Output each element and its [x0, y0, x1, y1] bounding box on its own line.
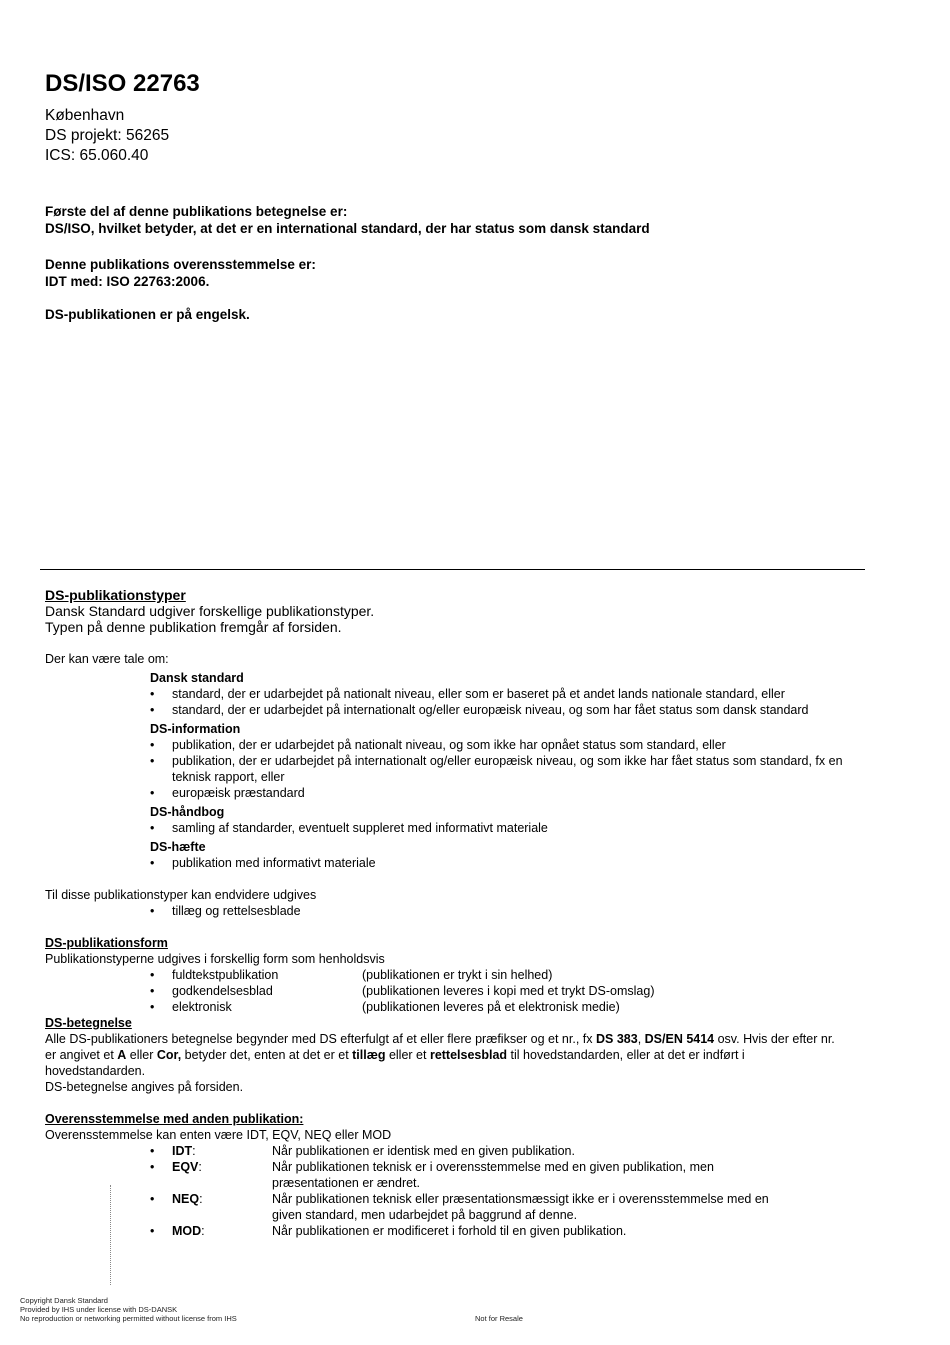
designation-paragraph-line-4: DS-betegnelse angives på forsiden. [45, 1080, 244, 1094]
group-title: DS-information [150, 722, 241, 736]
designation-paragraph-line-2 [45, 1047, 745, 1063]
conformity-desc-cont: præsentationen er ændret. [272, 1176, 421, 1190]
text-run: eller et [385, 1048, 430, 1062]
intro-line-3: Denne publikations overensstemmelse er: [45, 257, 316, 272]
footer-resale: Not for Resale [475, 1314, 523, 1323]
conformity-bullet: • [150, 1192, 155, 1206]
publication-types-list [150, 670, 865, 871]
scan-artifact [110, 1185, 113, 1285]
conformity-code [172, 1143, 196, 1159]
list-item: • standard, der er udarbejdet på nationalt niveau, eller som er baseret på et andet lands nationale standard, eller [150, 686, 865, 702]
list-item: • samling af standarder, eventuelt suppleret med informativt materiale [150, 820, 865, 836]
conformity-desc-cont: given standard, men udarbejdet på baggrund af denne. [272, 1208, 578, 1222]
footer-provider: Provided by IHS under license with DS-DANSK [20, 1305, 178, 1314]
intro-line-1: Første del af denne publikations betegnelse er: [45, 204, 348, 219]
project-number: DS projekt: 56265 [45, 127, 170, 144]
colon: : [199, 1192, 203, 1206]
form-bullet: • [150, 1000, 155, 1014]
code-label: MOD [172, 1224, 202, 1238]
form-item-desc: (publikationen leveres på et elektronisk medie) [362, 1000, 620, 1014]
form-item-name: godkendelsesblad [172, 984, 273, 998]
text-run: Cor, [156, 1048, 182, 1062]
text-run: Alle DS-publikationers betegnelse begynder med DS efterfulgt af et eller flere præfikser og et nr., fx [45, 1032, 596, 1046]
conformity-bullet: • [150, 1224, 155, 1238]
conformity-code [172, 1223, 205, 1239]
text-run: DS 383 [595, 1032, 638, 1046]
form-lead: Publikationstyperne udgives i forskellig form som henholdsvis [45, 952, 385, 966]
form-item-name: elektronisk [172, 1000, 232, 1014]
conformity-desc: Når publikationen er identisk med en given publikation. [272, 1144, 575, 1158]
designation-paragraph-line-3: hovedstandarden. [45, 1064, 146, 1078]
types-line-1: Dansk Standard udgiver forskellige publikationstyper. [45, 603, 375, 619]
conformity-desc: Når publikationen teknisk er i overensstemmelse med en given publikation, men [272, 1160, 714, 1174]
form-item-desc: (publikationen leveres i kopi med et trykt DS-omslag) [362, 984, 655, 998]
conformity-heading: Overensstemmelse med anden publikation: [45, 1112, 304, 1126]
conformity-desc: Når publikationen er modificeret i forhold til en given publikation. [272, 1224, 627, 1238]
code-label: NEQ [172, 1192, 200, 1206]
group-title: DS-håndbog [150, 805, 225, 819]
designation-heading: DS-betegnelse [45, 1016, 132, 1030]
text-run: eller [126, 1048, 157, 1062]
text-run: rettelsesblad [429, 1048, 508, 1062]
conformity-bullet: • [150, 1160, 155, 1174]
city: København [45, 107, 125, 124]
extra-list [150, 903, 650, 919]
text-run: betyder det, enten at det er et [181, 1048, 353, 1062]
form-heading: DS-publikationsform [45, 936, 168, 950]
group-title: DS-hæfte [150, 840, 206, 854]
code-label: EQV [172, 1160, 199, 1174]
text-run: , [637, 1032, 645, 1046]
code-label: IDT [172, 1144, 193, 1158]
text-run: tillæg [352, 1048, 386, 1062]
list-item: • europæisk præstandard [150, 785, 865, 801]
ics-code: ICS: 65.060.40 [45, 147, 149, 164]
conformity-code [172, 1191, 203, 1207]
list-item: • standard, der er udarbejdet på internationalt og/eller europæisk niveau, og som har fået status som dansk standard [150, 702, 865, 718]
text-run: til hovedstandarden, eller at det er indført i [507, 1048, 745, 1062]
colon: : [198, 1160, 202, 1174]
document-meta [45, 106, 169, 166]
list-item: • publikation med informativt materiale [150, 855, 865, 871]
colon: : [192, 1144, 196, 1158]
conformity-code [172, 1159, 202, 1175]
document-title: DS/ISO 22763 [45, 70, 200, 97]
text-run: A [117, 1048, 127, 1062]
conformity-desc: Når publikationen teknisk eller præsentationsmæssigt ikke er i overensstemmelse med en [272, 1192, 769, 1206]
text-run: er angivet et [45, 1048, 118, 1062]
conformity-lead: Overensstemmelse kan enten være IDT, EQV, NEQ eller MOD [45, 1128, 392, 1142]
text-run: osv. Hvis der efter nr. [714, 1032, 835, 1046]
group-title: Dansk standard [150, 671, 244, 685]
form-item-name: fuldtekstpublikation [172, 968, 279, 982]
form-item-desc: (publikationen er trykt i sin helhed) [362, 968, 553, 982]
types-lead: Der kan være tale om: [45, 652, 169, 666]
colon: : [201, 1224, 205, 1238]
section-divider [40, 569, 865, 570]
form-bullet: • [150, 984, 155, 998]
types-extra-lead: Til disse publikationstyper kan endvidere udgives [45, 888, 317, 902]
text-run: DS/EN 5414 [644, 1032, 715, 1046]
types-line-2: Typen på denne publikation fremgår af forsiden. [45, 619, 342, 635]
footer-license: No reproduction or networking permitted without license from IHS [20, 1314, 237, 1323]
list-item: • publikation, der er udarbejdet på nationalt niveau, og som ikke har opnået status som standard, eller [150, 737, 865, 753]
intro-line-2: DS/ISO, hvilket betyder, at det er en international standard, der har status som dansk standard [45, 221, 650, 236]
conformity-bullet: • [150, 1144, 155, 1158]
list-item: • tillæg og rettelsesblade [150, 903, 650, 919]
form-bullet: • [150, 968, 155, 982]
intro-line-5: DS-publikationen er på engelsk. [45, 307, 250, 322]
list-item: • publikation, der er udarbejdet på internationalt og/eller europæisk niveau, og som ikke har fået status som standard, fx en teknisk rapport, eller [150, 753, 865, 785]
designation-paragraph-line-1 [45, 1031, 835, 1047]
types-heading: DS-publikationstyper [45, 587, 186, 603]
footer-copyright: Copyright Dansk Standard [20, 1296, 108, 1305]
intro-line-4: IDT med: ISO 22763:2006. [45, 274, 210, 289]
